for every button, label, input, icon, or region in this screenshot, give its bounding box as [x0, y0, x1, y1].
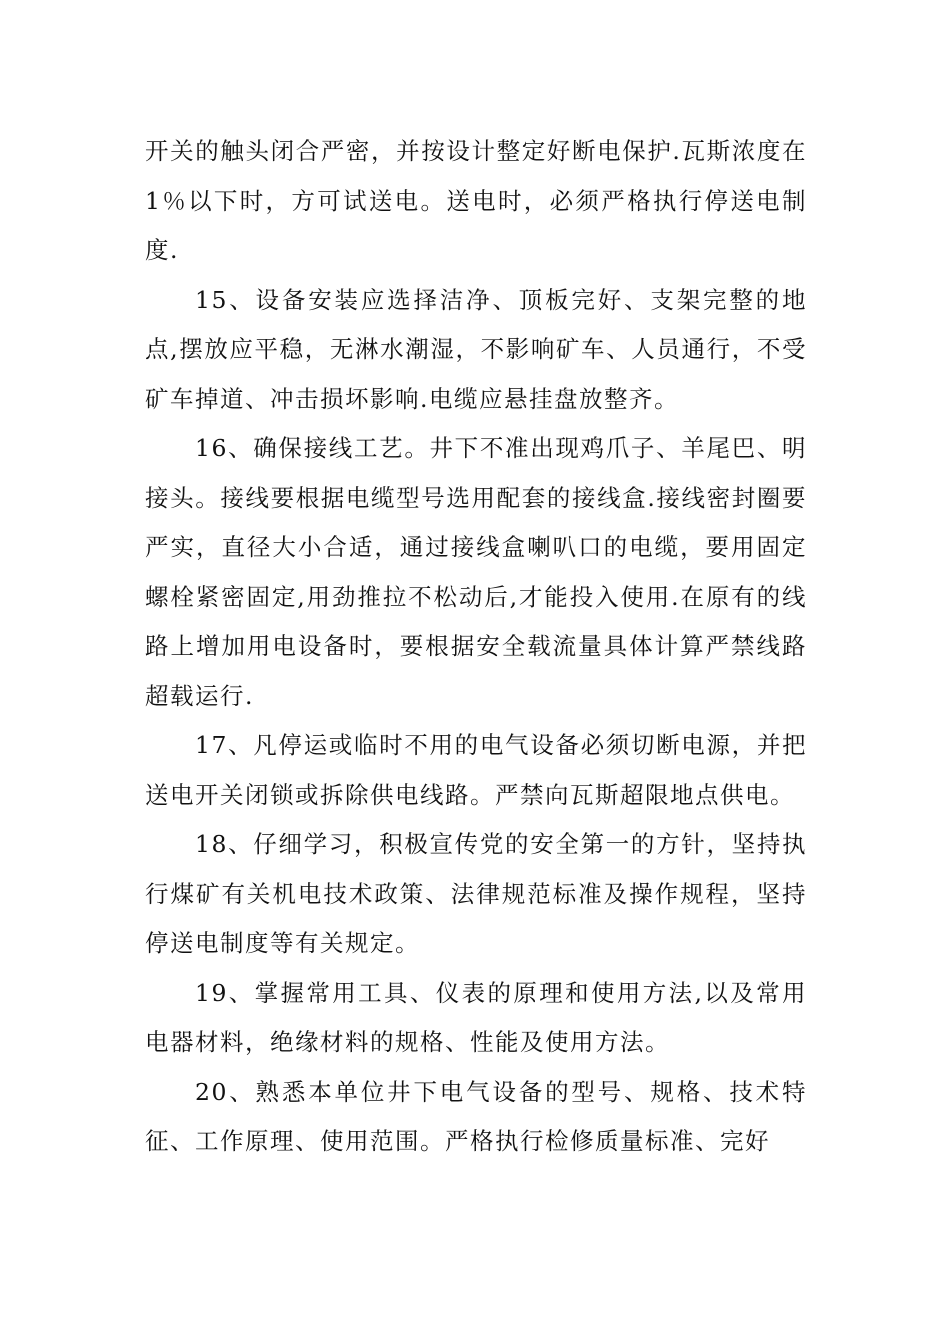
paragraph-item-18: 18、仔细学习，积极宣传党的安全第一的方针，坚持执行煤矿有关机电技术政策、法律规范标准及操作规程，坚持停送电制度等有关规定。: [145, 830, 807, 957]
paragraph-continuation: 开关的触头闭合严密，并按设计整定好断电保护.瓦斯浓度在1％以下时，方可试送电。送电时，必须严格执行停送电制度.: [145, 137, 807, 264]
document-page: [145, 127, 807, 1167]
paragraph-item-17: 17、凡停运或临时不用的电气设备必须切断电源，并把送电开关闭锁或拆除供电线路。严禁向瓦斯超限地点供电。: [145, 731, 807, 809]
paragraph-item-19: 19、掌握常用工具、仪表的原理和使用方法,以及常用电器材料，绝缘材料的规格、性能及使用方法。: [145, 978, 807, 1056]
paragraph-item-15: 15、设备安装应选择洁净、顶板完好、支架完整的地点,摆放应平稳，无淋水潮湿，不影响矿车、人员通行，不受矿车掉道、冲击损坏影响.电缆应悬挂盘放整齐。: [145, 285, 807, 413]
paragraph-item-16: 16、确保接线工艺。井下不准出现鸡爪子、羊尾巴、明接头。接线要根据电缆型号选用配套的接线盒.接线密封圈要严实，直径大小合适，通过接线盒喇叭口的电缆，要用固定螺栓紧密固定,用劲推拉不松动后,才能投入使用.在原有的线路上增加用电设备时，要根据安全载流量具体计算严禁线路超载运行.: [145, 434, 807, 710]
paragraph-item-20: 20、熟悉本单位井下电气设备的型号、规格、技术特征、工作原理、使用范围。严格执行检修质量标准、完好: [145, 1077, 807, 1155]
